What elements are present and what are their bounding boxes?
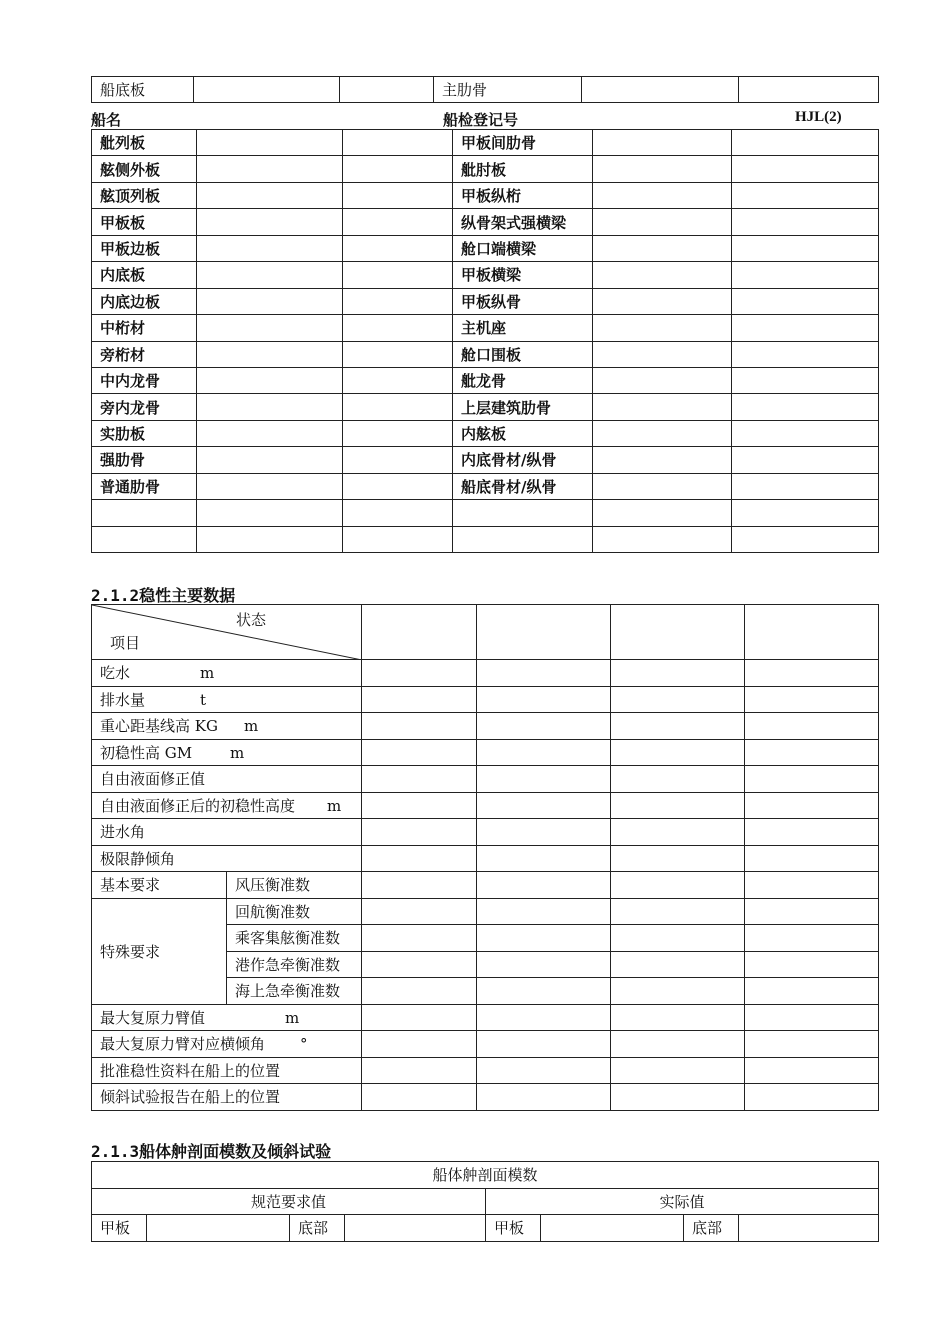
value-cell[interactable] [745,951,879,978]
state-label: 状态 [235,611,266,629]
value-cell[interactable] [745,660,879,687]
value-cell[interactable] [593,315,732,341]
value-cell[interactable] [732,473,879,499]
value-cell[interactable] [611,925,745,952]
table-row [92,315,879,341]
table-row [92,447,879,473]
modulus-header: 船体舯剖面模数 [92,1162,879,1189]
row-label-kg: 重心距基线高 KG m [92,713,362,740]
value-cell[interactable] [477,766,611,793]
value-cell[interactable] [197,447,343,473]
row-label-incline-location: 倾斜试验报告在船上的位置 [92,1084,362,1111]
label-main-frame: 主肋骨 [434,77,582,103]
row-label-wind-criterion: 风压衡准数 [227,872,362,899]
value-cell[interactable] [477,898,611,925]
member-label-right: 纵骨架式强横梁 [453,209,593,235]
state-column[interactable] [362,605,477,660]
value-cell[interactable] [343,235,453,261]
value-cell[interactable] [362,951,477,978]
value-cell[interactable] [197,526,343,552]
value-cell[interactable] [593,262,732,288]
value-cell[interactable] [732,526,879,552]
member-label-right: 甲板纵桁 [453,182,593,208]
section-title-text: 船体舯剖面模数及倾斜试验 [139,1142,332,1161]
value-cell[interactable] [197,288,343,314]
bottom-label: 底部 [290,1215,345,1242]
value-cell[interactable] [477,660,611,687]
value-cell[interactable] [477,792,611,819]
member-label-right: 舭肘板 [453,156,593,182]
value-cell[interactable] [362,978,477,1005]
member-label-right: 舱口端横梁 [453,235,593,261]
member-label-right: 甲板间肋骨 [453,130,593,156]
value-cell[interactable] [611,686,745,713]
section-title-modulus [91,1139,331,1162]
value-cell[interactable] [745,766,879,793]
value-cell[interactable] [745,1004,879,1031]
row-label-passenger-criterion: 乘客集舷衡准数 [227,925,362,952]
table-row [92,473,879,499]
value-cell[interactable] [362,872,477,899]
actual-value-header: 实际值 [486,1188,879,1215]
value-cell[interactable] [197,420,343,446]
state-column[interactable] [611,605,745,660]
value-cell[interactable] [343,420,453,446]
value-cell[interactable] [732,209,879,235]
value-cell[interactable] [732,367,879,393]
value-cell[interactable] [477,686,611,713]
corner-header-cell [92,605,362,660]
value-cell[interactable] [477,872,611,899]
row-label-max-gz: 最大复原力臂值 m [92,1004,362,1031]
value-cell[interactable] [362,1004,477,1031]
member-label-left: 甲板板 [92,209,197,235]
value-cell[interactable] [593,288,732,314]
value-cell[interactable] [362,686,477,713]
table-row [92,394,879,420]
value-cell[interactable] [732,420,879,446]
value-cell[interactable] [593,209,732,235]
value-cell[interactable] [611,660,745,687]
value-cell[interactable] [745,819,879,846]
value-cell[interactable] [732,447,879,473]
member-label-left: 舭列板 [92,130,197,156]
value-cell[interactable] [732,235,879,261]
row-label-limit-heel: 极限静倾角 [92,845,362,872]
value-cell[interactable] [477,951,611,978]
value-cell[interactable] [197,473,343,499]
value-cell[interactable] [340,77,434,103]
section-number: 2.1.2 [91,586,140,605]
value-cell[interactable] [732,130,879,156]
value-cell[interactable] [343,262,453,288]
value-cell[interactable] [593,420,732,446]
value-cell[interactable] [197,262,343,288]
value-cell[interactable] [362,1057,477,1084]
value-cell[interactable] [611,845,745,872]
member-label-left: 旁内龙骨 [92,394,197,420]
member-label-right: 内底骨材/纵骨 [453,447,593,473]
value-cell[interactable] [362,925,477,952]
value-cell[interactable] [745,1057,879,1084]
row-label-approved-location: 批准稳性资料在船上的位置 [92,1057,362,1084]
member-label-right: 上层建筑肋骨 [453,394,593,420]
value-cell[interactable] [745,898,879,925]
value-cell[interactable] [197,500,343,526]
member-label-left: 舷侧外板 [92,156,197,182]
value-cell[interactable] [362,792,477,819]
value-cell[interactable] [611,872,745,899]
value-cell[interactable] [197,315,343,341]
deck-label: 甲板 [92,1215,147,1242]
value-cell[interactable] [739,1215,879,1242]
value-cell[interactable] [593,394,732,420]
value-cell[interactable] [343,182,453,208]
value-cell[interactable] [194,77,340,103]
member-label-right: 内舷板 [453,420,593,446]
value-cell[interactable] [732,500,879,526]
value-cell[interactable] [362,660,477,687]
member-label-right [453,500,593,526]
value-cell[interactable] [147,1215,290,1242]
value-cell[interactable] [745,1084,879,1111]
section-title-stability [91,583,235,606]
row-label-corrected-gm: 自由液面修正后的初稳性高度 m [92,792,362,819]
ship-header [91,106,878,130]
member-label-left: 旁桁材 [92,341,197,367]
value-cell[interactable] [343,447,453,473]
table-row [92,526,879,552]
table-row [92,209,879,235]
value-cell[interactable] [362,713,477,740]
value-cell[interactable] [343,288,453,314]
value-cell[interactable] [745,739,879,766]
value-cell[interactable] [477,845,611,872]
required-value-header: 规范要求值 [92,1188,486,1215]
value-cell[interactable] [362,1031,477,1058]
table-row [92,235,879,261]
value-cell[interactable] [477,713,611,740]
value-cell[interactable] [732,262,879,288]
value-cell[interactable] [745,872,879,899]
section-number: 2.1.3 [91,1142,140,1161]
row-label-free-surface: 自由液面修正值 [92,766,362,793]
value-cell[interactable] [197,130,343,156]
member-label-left: 实肋板 [92,420,197,446]
value-cell[interactable] [611,1084,745,1111]
value-cell[interactable] [343,526,453,552]
value-cell[interactable] [593,447,732,473]
value-cell[interactable] [345,1215,486,1242]
member-label-right: 甲板纵骨 [453,288,593,314]
value-cell[interactable] [477,1084,611,1111]
member-label-right: 主机座 [453,315,593,341]
value-cell[interactable] [593,156,732,182]
value-cell[interactable] [197,209,343,235]
member-label-left: 中内龙骨 [92,367,197,393]
value-cell[interactable] [593,500,732,526]
row-label-sea-tow-criterion: 海上急牵衡准数 [227,978,362,1005]
value-cell[interactable] [611,1004,745,1031]
table-row [92,420,879,446]
member-label-left: 内底边板 [92,288,197,314]
value-cell[interactable] [611,713,745,740]
value-cell[interactable] [732,315,879,341]
value-cell[interactable] [611,819,745,846]
label-bottom-plate: 船底板 [92,77,194,103]
section-title-text: 稳性主要数据 [139,586,236,605]
value-cell[interactable] [593,367,732,393]
value-cell[interactable] [362,898,477,925]
value-cell[interactable] [541,1215,684,1242]
value-cell[interactable] [732,156,879,182]
table-row [92,262,879,288]
value-cell[interactable] [611,1031,745,1058]
structural-members-table [91,129,879,553]
value-cell[interactable] [197,235,343,261]
value-cell[interactable] [197,394,343,420]
value-cell[interactable] [745,792,879,819]
value-cell[interactable] [343,156,453,182]
value-cell[interactable] [732,394,879,420]
value-cell[interactable] [477,1057,611,1084]
value-cell[interactable] [593,526,732,552]
value-cell[interactable] [477,1004,611,1031]
value-cell[interactable] [611,951,745,978]
value-cell[interactable] [477,739,611,766]
value-cell[interactable] [732,341,879,367]
value-cell[interactable] [477,978,611,1005]
member-label-left: 舷顶列板 [92,182,197,208]
value-cell[interactable] [593,182,732,208]
value-cell[interactable] [745,845,879,872]
value-cell[interactable] [197,182,343,208]
value-cell[interactable] [593,341,732,367]
value-cell[interactable] [611,1057,745,1084]
row-label-flooding-angle: 进水角 [92,819,362,846]
value-cell[interactable] [343,315,453,341]
value-cell[interactable] [732,182,879,208]
row-label-return-criterion: 回航衡准数 [227,898,362,925]
value-cell[interactable] [739,77,879,103]
value-cell[interactable] [197,367,343,393]
member-label-left [92,526,197,552]
table-row [92,156,879,182]
table-row [92,341,879,367]
value-cell[interactable] [343,130,453,156]
value-cell[interactable] [343,473,453,499]
member-label-left: 强肋骨 [92,447,197,473]
value-cell[interactable] [343,209,453,235]
table-row [92,182,879,208]
member-label-left: 普通肋骨 [92,473,197,499]
row-label-basic-req: 基本要求 [92,872,227,899]
row-label-harbor-tow-criterion: 港作急牵衡准数 [227,951,362,978]
table-row [92,130,879,156]
state-column[interactable] [477,605,611,660]
member-label-left: 中桁材 [92,315,197,341]
value-cell[interactable] [362,739,477,766]
value-cell[interactable] [197,341,343,367]
value-cell[interactable] [593,130,732,156]
value-cell[interactable] [343,341,453,367]
value-cell[interactable] [593,473,732,499]
value-cell[interactable] [362,1084,477,1111]
value-cell[interactable] [582,77,739,103]
value-cell[interactable] [362,845,477,872]
value-cell[interactable] [343,367,453,393]
modulus-table [91,1161,879,1242]
table-row [92,288,879,314]
value-cell[interactable] [362,766,477,793]
form-code: HJL(2) [795,109,842,125]
row-label-special-req: 特殊要求 [92,898,227,1004]
row-label-gm: 初稳性高 GM m [92,739,362,766]
value-cell[interactable] [611,766,745,793]
stability-table [91,604,879,1111]
value-cell[interactable] [477,819,611,846]
registration-number-label: 船检登记号 [443,111,519,129]
member-label-right: 舭龙骨 [453,367,593,393]
state-column[interactable] [745,605,879,660]
value-cell[interactable] [611,792,745,819]
member-label-right [453,526,593,552]
member-label-right: 舱口围板 [453,341,593,367]
member-label-left [92,500,197,526]
value-cell[interactable] [611,978,745,1005]
value-cell[interactable] [745,713,879,740]
ship-name-label: 船名 [91,111,122,129]
row-label-max-gz-angle: 最大复原力臂对应横倾角 ° [92,1031,362,1058]
value-cell[interactable] [611,898,745,925]
member-label-left: 内底板 [92,262,197,288]
row-label-draft: 吃水 m [92,660,362,687]
row-label-displacement: 排水量 t [92,686,362,713]
table-row [92,500,879,526]
value-cell[interactable] [343,500,453,526]
value-cell[interactable] [745,1031,879,1058]
member-label-right: 甲板横梁 [453,262,593,288]
value-cell[interactable] [343,394,453,420]
value-cell[interactable] [611,739,745,766]
bottom-label: 底部 [684,1215,739,1242]
value-cell[interactable] [732,288,879,314]
value-cell[interactable] [477,925,611,952]
value-cell[interactable] [745,925,879,952]
member-label-left: 甲板边板 [92,235,197,261]
value-cell[interactable] [197,156,343,182]
value-cell[interactable] [477,1031,611,1058]
top-row-table [91,76,879,103]
member-label-right: 船底骨材/纵骨 [453,473,593,499]
item-label: 项目 [110,634,141,652]
table-row [92,367,879,393]
value-cell[interactable] [745,978,879,1005]
deck-label: 甲板 [486,1215,541,1242]
value-cell[interactable] [593,235,732,261]
value-cell[interactable] [362,819,477,846]
value-cell[interactable] [745,686,879,713]
